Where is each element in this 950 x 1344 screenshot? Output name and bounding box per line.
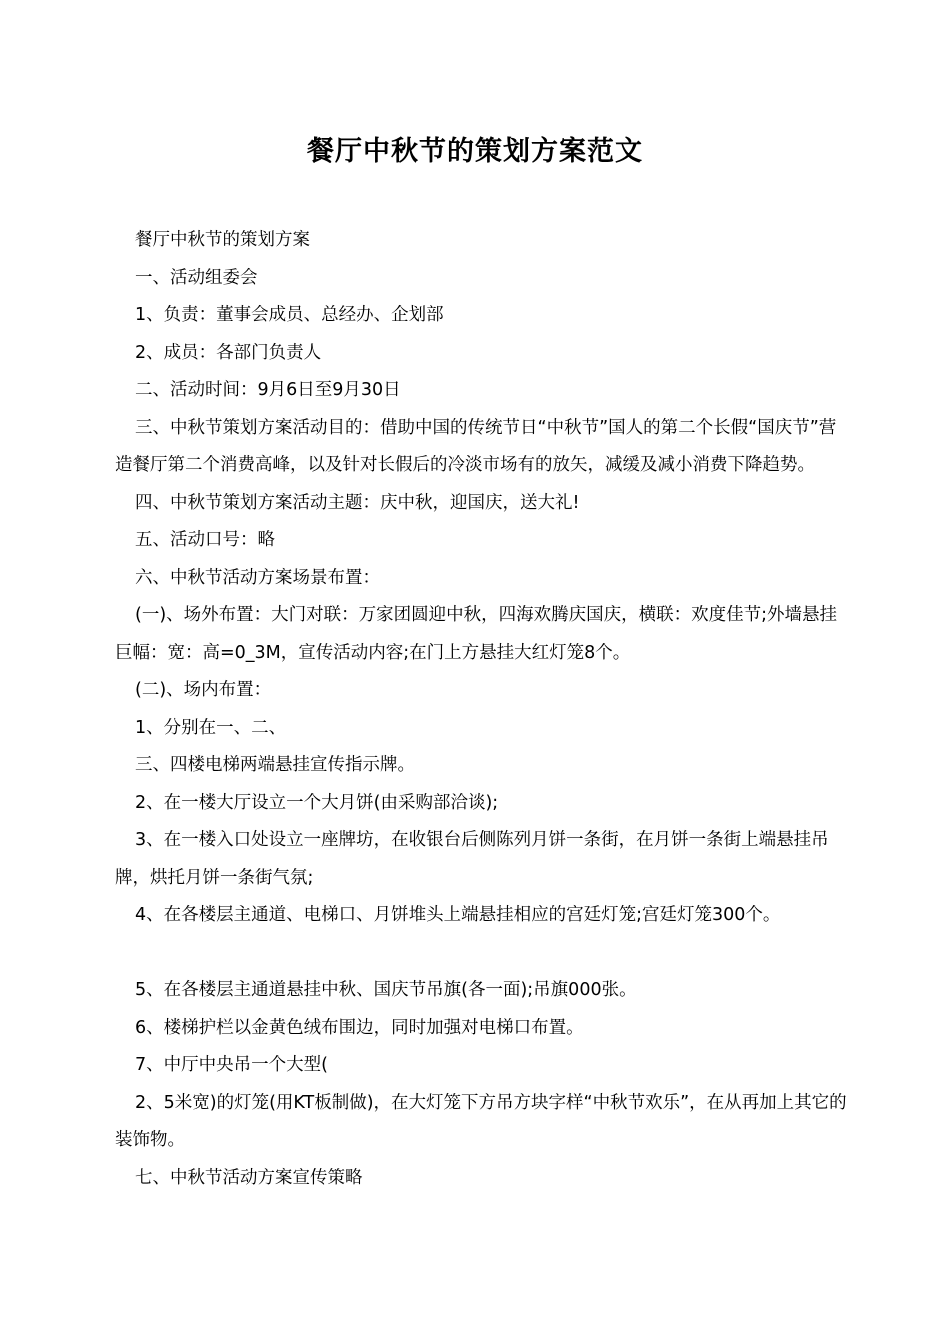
paragraph: 餐厅中秋节的策划方案 <box>135 230 310 250</box>
paragraph: 2、成员：各部门负责人 <box>135 342 322 363</box>
paragraph: 4、在各楼层主通道、电梯口、月饼堆头上端悬挂相应的宫廷灯笼;宫廷灯笼300个。 <box>135 905 781 925</box>
paragraph: 五、活动口号：略 <box>135 530 275 550</box>
document-body <box>115 222 850 1197</box>
paragraph: 三、中秋节策划方案活动目的：借助中国的传统节日“中秋节”国人的第二个长假“国庆节”营造餐厅第二个消费高峰，以及针对长假后的冷淡市场有的放矢，减缓及减小消费下降趋势。 <box>115 417 837 475</box>
paragraph: 2、在一楼大厅设立一个大月饼(由采购部洽谈); <box>135 792 499 813</box>
paragraph: 5、在各楼层主通道悬挂中秋、国庆节吊旗(各一面);吊旗000张。 <box>135 980 637 1000</box>
paragraph: 四、中秋节策划方案活动主题：庆中秋，迎国庆，送大礼! <box>135 492 580 513</box>
paragraph: 七、中秋节活动方案宣传策略 <box>135 1167 363 1188</box>
paragraph: 二、活动时间：9月6日至9月30日 <box>135 380 401 400</box>
paragraph: 3、在一楼入口处设立一座牌坊，在收银台后侧陈列月饼一条街，在月饼一条街上端悬挂吊牌，烘托月饼一条街气氛; <box>115 830 829 888</box>
paragraph: 6、楼梯护栏以金黄色绒布围边，同时加强对电梯口布置。 <box>135 1017 584 1038</box>
paragraph: 1、分别在一、二、 <box>135 717 287 738</box>
paragraph: (二)、场内布置： <box>135 680 272 700</box>
blank-line <box>115 935 850 973</box>
paragraph: 1、负责：董事会成员、总经办、企划部 <box>135 305 444 325</box>
paragraph: 一、活动组委会 <box>135 267 258 288</box>
paragraph: 7、中厅中央吊一个大型( <box>135 1055 328 1075</box>
paragraph: (一)、场外布置：大门对联：万家团圆迎中秋，四海欢腾庆国庆，横联：欢度佳节;外墙悬挂巨幅：宽：高=0_3M，宣传活动内容;在门上方悬挂大红灯笼8个。 <box>115 605 838 663</box>
paragraph: 六、中秋节活动方案场景布置： <box>135 567 380 588</box>
document-title: 餐厅中秋节的策划方案范文 <box>307 136 643 167</box>
paragraph: 三、四楼电梯两端悬挂宣传指示牌。 <box>135 755 415 775</box>
paragraph: 2、5米宽)的灯笼(用KT板制做)，在大灯笼下方吊方块字样“中秋节欢乐”，在从再加上其它的装饰物。 <box>115 1092 847 1150</box>
